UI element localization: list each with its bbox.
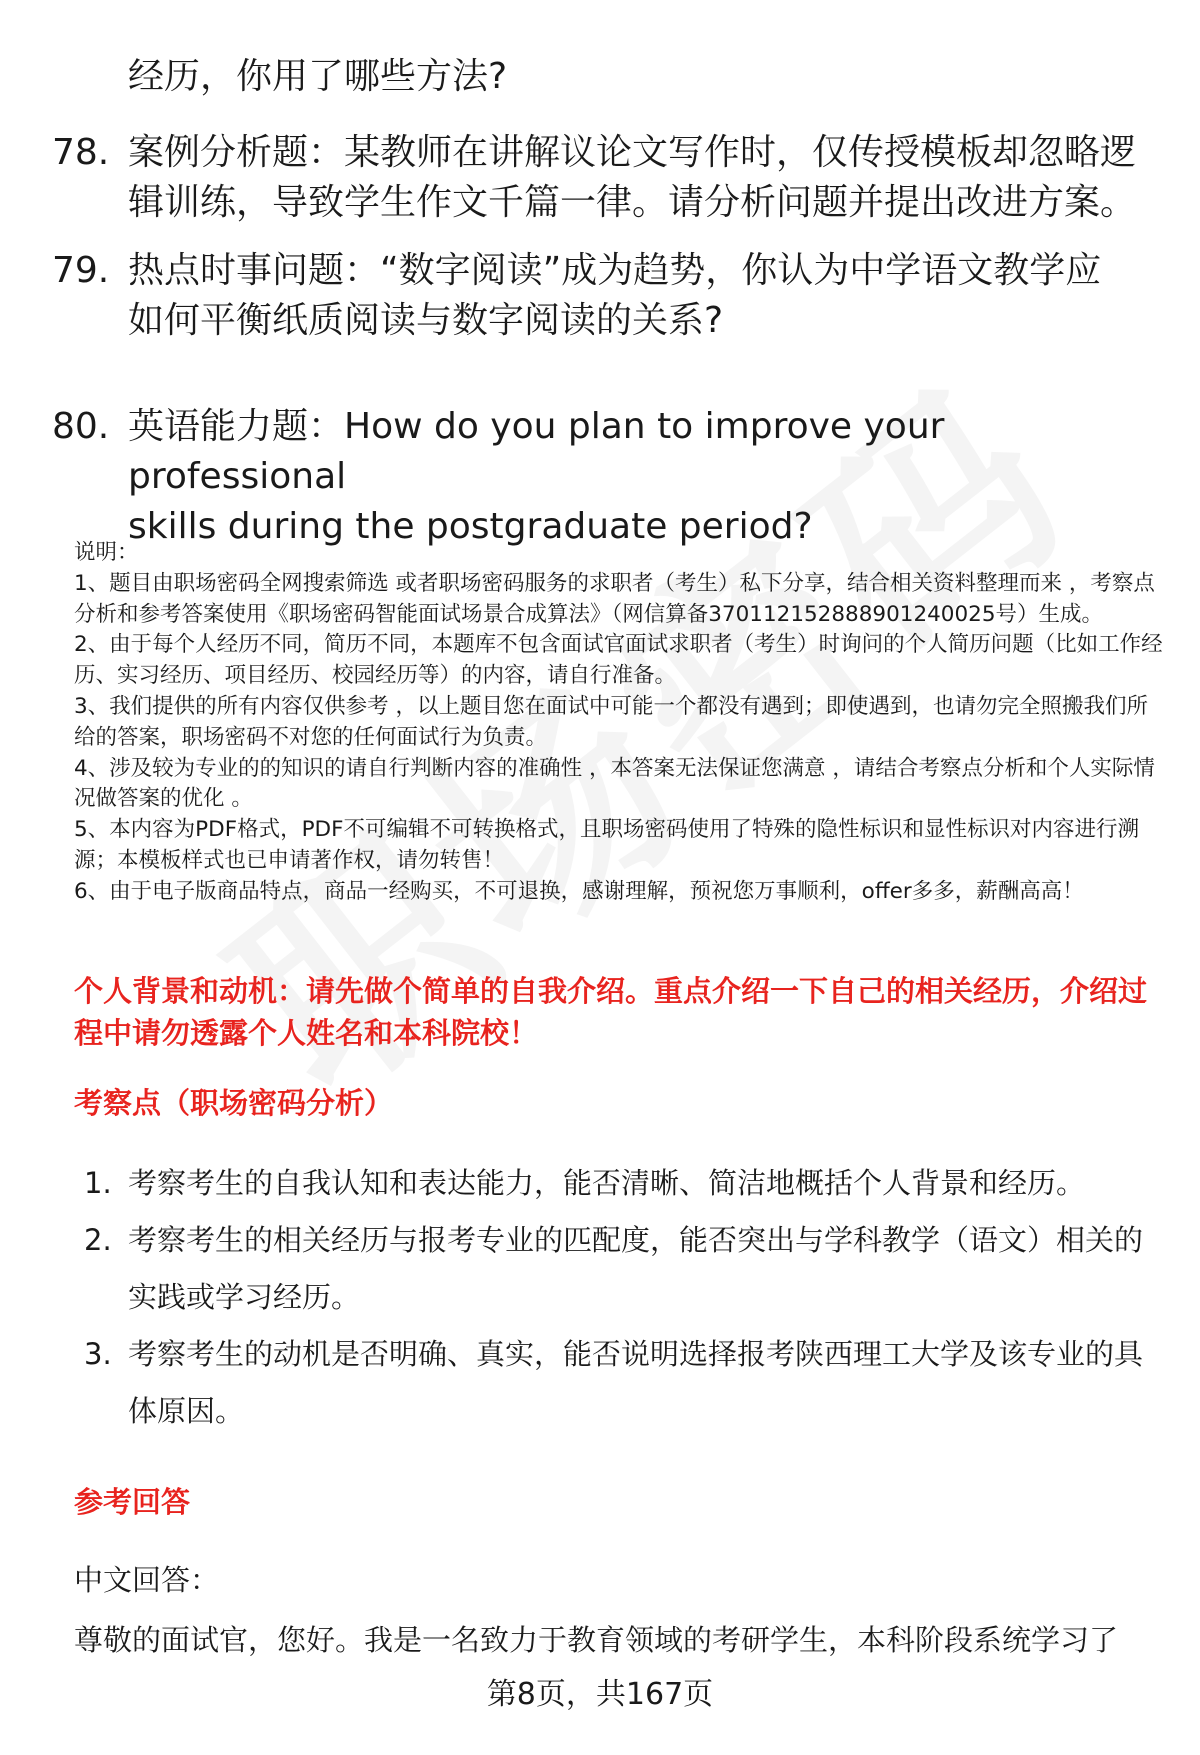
list-number: 3. bbox=[84, 1337, 112, 1371]
question-line: 如何平衡纸质阅读与数字阅读的关系? bbox=[128, 300, 724, 341]
question-number: 78. bbox=[52, 132, 110, 173]
note-item: 3、我们提供的所有内容仅供参考 ，以上题目您在面试中可能一个都没有遇到；即使遇到，也请勿完全照搬我们所给的答案，职场密码不对您的任何面试行为负责。 bbox=[74, 693, 1149, 750]
list-text: 考察考生的自我认知和表达能力，能否清晰、简洁地概括个人背景和经历。 bbox=[128, 1166, 1086, 1200]
list-item bbox=[84, 1326, 1164, 1440]
question-line: 经历，你用了哪些方法? bbox=[128, 56, 508, 97]
answer-text: 尊敬的面试官，您好。我是一名致力于教育领域的考研学生，本科阶段系统学习了 bbox=[74, 1623, 1119, 1657]
question-line: 热点时事问题：“数字阅读”成为趋势，你认为中学语文教学应 bbox=[128, 250, 1102, 291]
answer-heading: 参考回答 bbox=[74, 1485, 191, 1519]
question-line: 案例分析题：某教师在讲解议论文写作时，仅传授模板却忽略逻 bbox=[128, 132, 1137, 173]
question-line: skills during the postgraduate period? bbox=[128, 506, 813, 547]
list-number: 2. bbox=[84, 1223, 112, 1257]
question-line: 英语能力题：How do you plan to improve your professional bbox=[128, 406, 945, 497]
list-item bbox=[84, 1212, 1164, 1326]
question-number: 79. bbox=[52, 250, 110, 291]
note-item: 4、涉及较为专业的的知识的请自行判断内容的准确性 ，本答案无法保证您满意 ，请结合考察点分析和个人实际情况做答案的优化 。 bbox=[74, 755, 1155, 812]
note-item: 6、由于电子版商品特点，商品一经购买，不可退换，感谢理解，预祝您万事顺利，offer多多，薪酬高高！ bbox=[74, 878, 1084, 904]
notes-title: 说明： bbox=[74, 540, 139, 565]
note-item: 5、本内容为PDF格式，PDF不可编辑不可转换格式，且职场密码使用了特殊的隐性标识和显性标识对内容进行溯源；本模板样式也已申请著作权，请勿转售！ bbox=[74, 817, 1139, 873]
question-78 bbox=[128, 128, 1148, 228]
note-item: 1、题目由职场密码全网搜索筛选 或者职场密码服务的求职者（考生）私下分享，结合相关资料整理而来 ，考察点分析和参考答案使用《职场密码智能面试场景合成算法》（网信算备370112152888901240025号）生成。 bbox=[74, 570, 1155, 627]
list-item bbox=[84, 1155, 1164, 1212]
question-continuation bbox=[128, 52, 1148, 102]
note-item: 2、由于每个人经历不同，简历不同，本题库不包含面试官面试求职者（考生）时询问的个人简历问题（比如工作经历、实习经历、项目经历、校园经历等）的内容，请自行准备。 bbox=[74, 632, 1163, 689]
page-footer: 第8页，共167页 bbox=[486, 1677, 714, 1712]
question-80 bbox=[128, 402, 1148, 552]
question-line: 辑训练，导致学生作文千篇一律。请分析问题并提出改进方案。 bbox=[128, 182, 1137, 223]
list-text: 考察考生的相关经历与报考专业的匹配度，能否突出与学科教学（语文）相关的实践或学习经历。 bbox=[128, 1223, 1144, 1314]
analysis-heading: 考察点（职场密码分析） bbox=[74, 1086, 394, 1120]
answer-label: 中文回答： bbox=[74, 1563, 220, 1597]
section-question: 个人背景和动机：请先做个简单的自我介绍。重点介绍一下自己的相关经历，介绍过程中请勿透露个人姓名和本科院校！ bbox=[74, 974, 1148, 1050]
notes-block bbox=[74, 538, 1164, 908]
list-number: 1. bbox=[84, 1166, 112, 1200]
analysis-list bbox=[84, 1155, 1164, 1440]
list-text: 考察考生的动机是否明确、真实，能否说明选择报考陕西理工大学及该专业的具体原因。 bbox=[128, 1337, 1144, 1428]
question-79 bbox=[128, 246, 1148, 346]
question-number: 80. bbox=[52, 406, 110, 447]
